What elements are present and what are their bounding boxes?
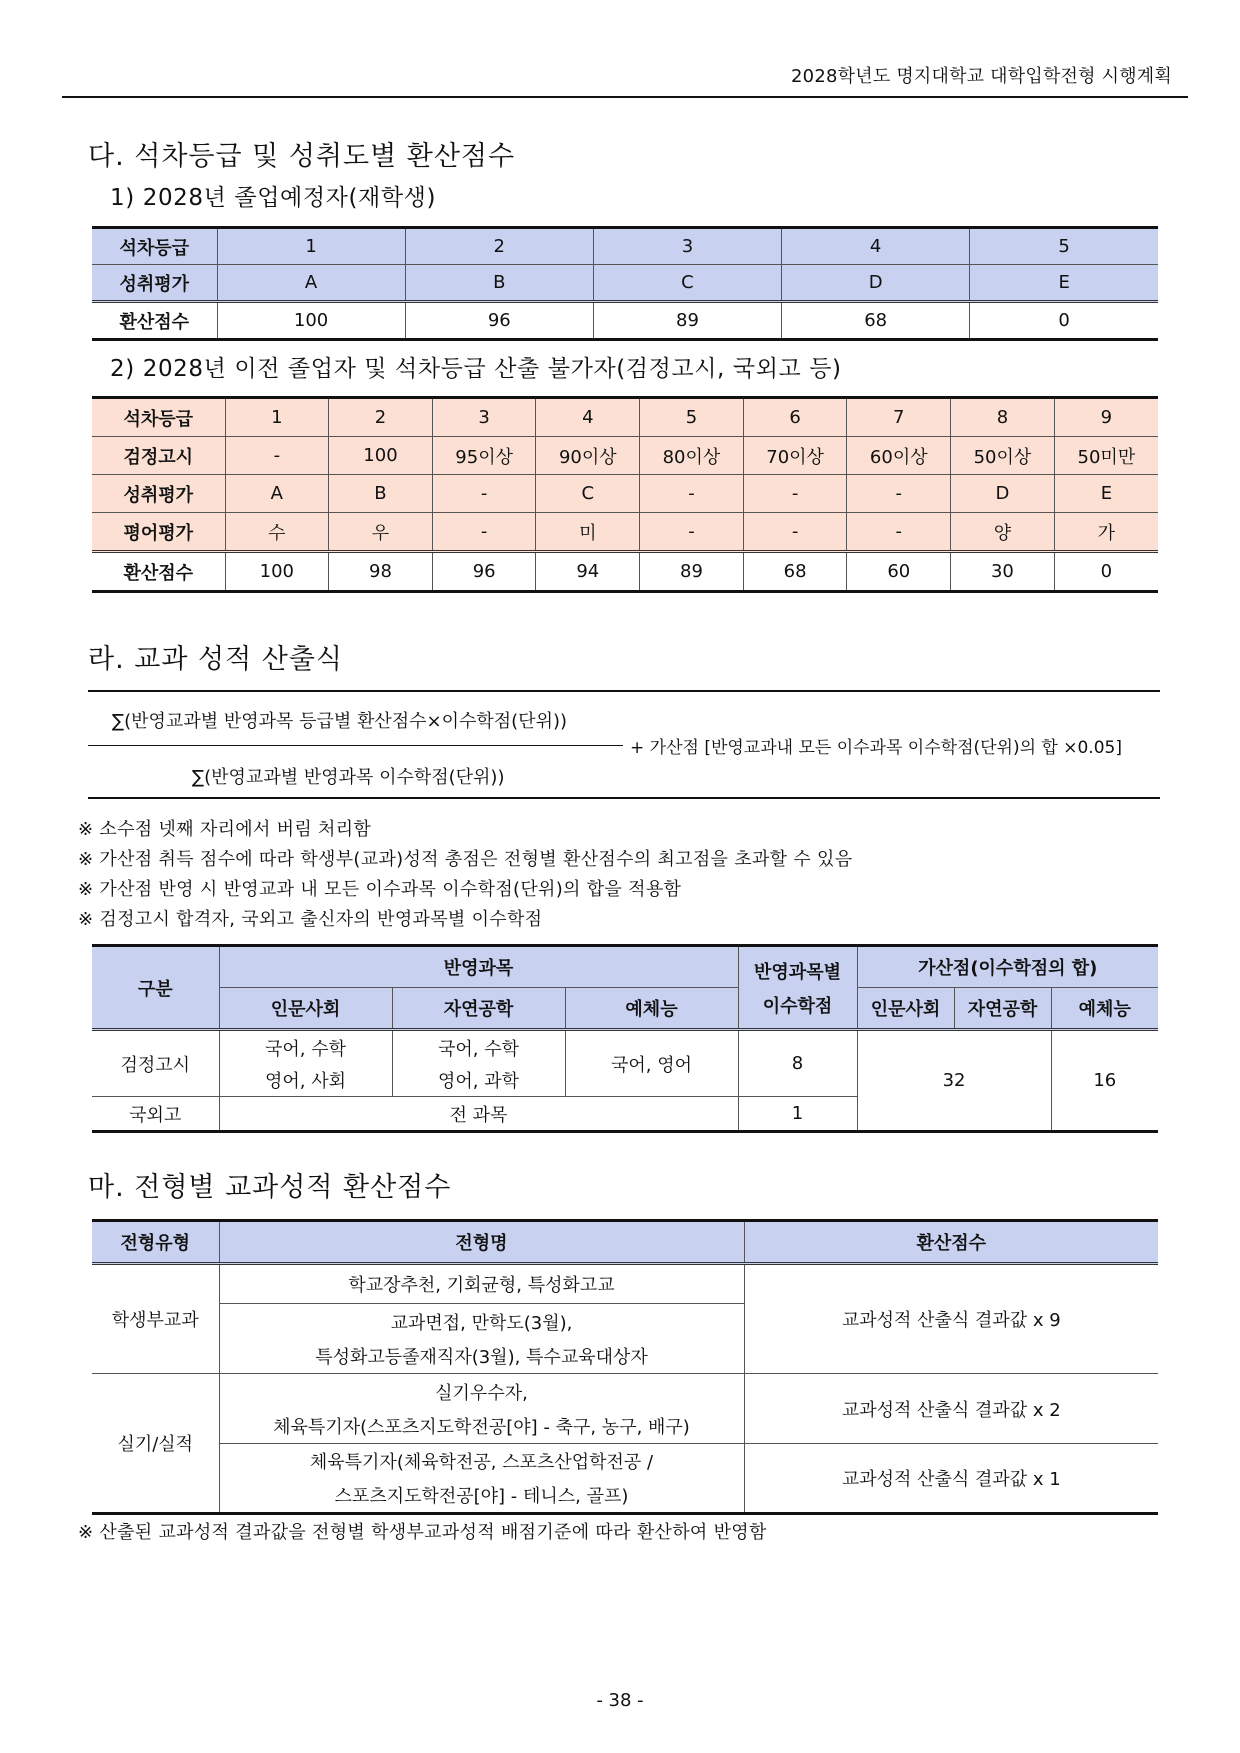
table-cell: 90이상 [536,437,640,475]
table-cell: - [743,475,847,513]
table-cell: 우 [329,513,433,552]
table-cell: 100 [225,552,329,592]
table-cell: B [329,475,433,513]
header-credits-line2: 이수학점 [762,995,833,1017]
table-cell: 가 [1054,513,1158,552]
header-bonus-arts: 예체능 [1051,988,1158,1030]
section-ma-title: 마. 전형별 교과성적 환산점수 [88,1172,452,1203]
cell-line: 국어, 수학 [438,1038,519,1060]
header-science: 자연공학 [392,988,565,1030]
cell-line: 영어, 사회 [265,1070,346,1092]
table-cell: - [847,513,951,552]
table-row [92,946,1158,988]
table-cell: 96 [432,552,536,592]
section-da-title: 다. 석차등급 및 성취도별 환산점수 [88,141,516,172]
table-cell: 94 [536,552,640,592]
table-row [92,1221,1158,1264]
group-label-silgi: 실기/실적 [92,1374,219,1514]
table-cell: 89 [640,552,744,592]
table-cell: 0 [1054,552,1158,592]
table-cell: 전 과목 [219,1097,738,1132]
table-cell: - [432,513,536,552]
table-row [92,1444,1158,1514]
table-row [92,228,1158,265]
table-cell: 5 [640,398,744,437]
table-cell: - [640,513,744,552]
table-cell: - [743,513,847,552]
cell-line: 실기우수자, [435,1382,528,1404]
formula-bonus: + 가산점 [반영교과내 모든 이수과목 이수학점(단위)의 합 ×0.05] [630,738,1122,758]
cell-line: 영어, 과학 [438,1070,519,1092]
header-gubun: 구분 [92,946,219,1030]
table-cell-bonus-arts: 16 [1051,1030,1158,1132]
table-cell: C [593,265,781,302]
table-row [92,302,1158,340]
table-cell: 68 [743,552,847,592]
cell-line: 체육특기자(체육학전공, 스포츠산업학전공 / [309,1452,654,1473]
table-cell: 60이상 [847,437,951,475]
header-arts: 예체능 [565,988,738,1030]
table-cell: 100 [217,302,405,340]
table-cell: - [225,437,329,475]
table-cell: 2 [329,398,433,437]
page-number: - 38 - [596,1690,644,1711]
table-cell: 학교장추천, 기회균형, 특성화고교 [219,1264,744,1304]
table-row [92,1374,1158,1444]
cell-line: 국어, 수학 [265,1038,346,1060]
subsection-1-title: 1) 2028년 졸업예정자(재학생) [110,185,437,211]
header-subjects: 반영과목 [219,946,738,988]
table-row [92,988,1158,1030]
section-ra-title: 라. 교과 성적 산출식 [88,644,343,675]
header-type: 전형유형 [92,1221,219,1264]
note-bonus-sum: ※ 가산점 반영 시 반영교과 내 모든 이수과목 이수학점(단위)의 합을 적용함 [78,879,682,900]
table-row [92,1030,1158,1097]
table-row [92,1264,1158,1304]
document-header-title: 2028학년도 명지대학교 대학입학전형 시행계획 [791,66,1172,87]
header-bonus-science: 자연공학 [954,988,1051,1030]
table-cell: 96 [405,302,593,340]
row-label-overseas: 국외고 [92,1097,219,1132]
table-cell: A [225,475,329,513]
table-cell [392,1030,565,1097]
table-cell: 50미만 [1054,437,1158,475]
header-credits [738,946,857,1030]
table-cell: 수 [225,513,329,552]
table-cell-score: 교과성적 산출식 결과값 x 2 [744,1374,1158,1444]
table-cell: 국어, 영어 [565,1030,738,1097]
table-row [92,552,1158,592]
table-cell: 9 [1054,398,1158,437]
cell-line: 특성화고등졸재직자(3월), 특수교육대상자 [315,1346,648,1368]
table-cell: D [782,265,970,302]
row-label: 성취평가 [92,265,217,302]
table-cell: 0 [970,302,1158,340]
table-cell: E [1054,475,1158,513]
header-humanities: 인문사회 [219,988,392,1030]
row-label: 석차등급 [92,228,217,265]
table-credits [92,944,1158,1133]
table-cell: 4 [536,398,640,437]
table-cell: 1 [217,228,405,265]
subsection-2-title: 2) 2028년 이전 졸업자 및 석차등급 산출 불가자(검정고시, 국외고 등) [110,356,842,382]
table-cell-score: 교과성적 산출식 결과값 x 1 [744,1444,1158,1514]
formula-numerator: ∑(반영교과별 반영과목 등급별 환산점수×이수학점(단위)) [112,711,567,732]
group-label-gyogwa: 학생부교과 [92,1264,219,1374]
table-cell: 7 [847,398,951,437]
note-conversion: ※ 산출된 교과성적 결과값을 전형별 학생부교과성적 배점기준에 따라 환산하여 반영함 [78,1522,767,1543]
row-label: 석차등급 [92,398,225,437]
table-cell [219,1444,744,1514]
table-cell: 80이상 [640,437,744,475]
table-cell: 89 [593,302,781,340]
cell-line: 스포츠지도학전공[야] - 테니스, 골프) [334,1486,629,1507]
note-rounding: ※ 소수점 넷째 자리에서 버림 처리함 [78,819,372,840]
formula-top-rule [88,690,1160,692]
table-cell: 8 [951,398,1055,437]
table-cell: 2 [405,228,593,265]
cell-line: 교과면접, 만학도(3월), [390,1312,573,1334]
header-divider [62,96,1188,98]
table-cell: - [847,475,951,513]
table-cell: 3 [593,228,781,265]
table-cell: 4 [782,228,970,265]
row-label: 환산점수 [92,302,217,340]
row-label: 환산점수 [92,552,225,592]
table-cell: 8 [738,1030,857,1097]
table-cell: A [217,265,405,302]
table-cell: D [951,475,1055,513]
row-label: 성취평가 [92,475,225,513]
table-cell-bonus-humsci: 32 [857,1030,1051,1132]
table-cell: - [640,475,744,513]
row-label: 검정고시 [92,437,225,475]
table-cell: C [536,475,640,513]
header-bonus: 가산점(이수학점의 합) [857,946,1158,988]
table-cell: 60 [847,552,951,592]
table-row [92,265,1158,302]
table-cell [219,1374,744,1444]
table-cell: 6 [743,398,847,437]
header-name: 전형명 [219,1221,744,1264]
table-cell-score: 교과성적 산출식 결과값 x 9 [744,1264,1158,1374]
table-cell: 100 [329,437,433,475]
header-bonus-humanities: 인문사회 [857,988,954,1030]
note-credits: ※ 검정고시 합격자, 국외고 출신자의 반영과목별 이수학점 [78,909,543,930]
formula-fraction-line [88,745,623,746]
table-cell: 98 [329,552,433,592]
table-cell: 68 [782,302,970,340]
table-row [92,513,1158,552]
table-cell: 1 [225,398,329,437]
table-row [92,437,1158,475]
table-cell: 미 [536,513,640,552]
note-bonus-excess: ※ 가산점 취득 점수에 따라 학생부(교과)성적 총점은 전형별 환산점수의 최고점을 초과할 수 있음 [78,849,853,870]
header-credits-line1: 반영과목별 [754,961,841,983]
table-conversion [92,1219,1158,1515]
table-cell: 95이상 [432,437,536,475]
table-cell: B [405,265,593,302]
table-cell: E [970,265,1158,302]
table-cell [219,1304,744,1374]
table-cell: - [432,475,536,513]
table-previous-graduates [92,396,1158,593]
table-cell [219,1030,392,1097]
formula-bottom-rule [88,797,1160,799]
table-cell: 3 [432,398,536,437]
table-cell: 5 [970,228,1158,265]
table-cell: 70이상 [743,437,847,475]
table-cell: 양 [951,513,1055,552]
table-cell: 30 [951,552,1055,592]
table-cell: 50이상 [951,437,1055,475]
table-row [92,398,1158,437]
row-label-geomjeong: 검정고시 [92,1030,219,1097]
table-current-students [92,226,1158,341]
row-label: 평어평가 [92,513,225,552]
cell-line: 체육특기자(스포츠지도학전공[야] - 축구, 농구, 배구) [273,1416,690,1438]
formula-denominator: ∑(반영교과별 반영과목 이수학점(단위)) [192,767,505,788]
table-row [92,475,1158,513]
header-score: 환산점수 [744,1221,1158,1264]
table-cell: 1 [738,1097,857,1132]
